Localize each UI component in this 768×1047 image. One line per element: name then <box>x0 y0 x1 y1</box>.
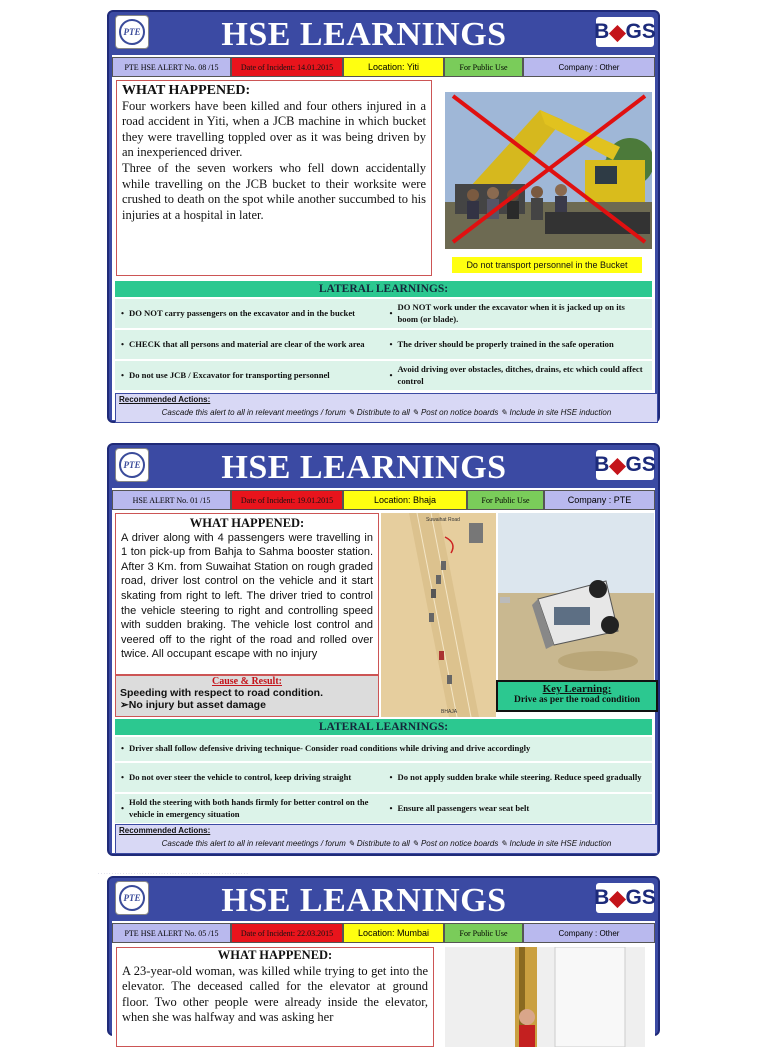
alert-header <box>109 878 658 920</box>
incident-date: Date of Incident: 22.03.2015 <box>231 923 343 943</box>
cause-result-box <box>115 675 379 717</box>
drop-icon: ◆ <box>609 886 626 910</box>
rollover-photo <box>498 513 654 683</box>
what-happened-title: WHAT HAPPENED: <box>217 948 333 962</box>
what-happened-text: Four workers have been killed and four others injured in a road accident in Yiti, when a JCB machine in which bucket they were travelling toppled over as it was being driven by an inexperienced driver. <box>122 98 426 160</box>
map-label-bottom: BHAJA <box>441 709 458 715</box>
header-title: HSE LEARNINGS <box>221 16 507 53</box>
cause-line: Speeding with respect to road condition. <box>120 687 324 699</box>
key-learning-title: Key Learning: <box>542 683 612 695</box>
pte-logo: PTE <box>115 881 149 915</box>
lateral-item: • Ensure all passengers wear seat belt <box>389 802 530 813</box>
lateral-row <box>115 328 652 359</box>
lateral-item: • Do not apply sudden brake while steering. Reduce speed gradually <box>389 771 642 782</box>
what-happened-title: WHAT HAPPENED: <box>189 516 305 530</box>
alert-header <box>109 12 658 54</box>
header-title: HSE LEARNINGS <box>221 882 507 919</box>
what-happened-text: A 23-year-old woman, was killed while trying to get into the elevator. The deceased called for the elevator at ground floor. Two other people were already inside the elevator, when she was halfway and was asking her <box>122 963 428 1025</box>
public-use-label: For Public Use <box>444 923 523 943</box>
lateral-row <box>115 297 652 328</box>
alert-body <box>112 921 655 1041</box>
lateral-item: • DO NOT work under the excavator when it is jacked up on its boom (or blade). <box>389 302 625 324</box>
excavator-illustration <box>445 92 652 249</box>
alert-body <box>112 55 655 420</box>
hse-alert-card-3 <box>107 876 660 1036</box>
alert-number: PTE HSE ALERT No. 05 /15 <box>112 923 231 943</box>
what-happened-box <box>115 513 379 675</box>
recommended-actions-text: Cascade this alert to all in relevant meetings / forum ✎ Distribute to all ✎ Post on notice boards ✎ Include in site HSE induction <box>161 408 612 417</box>
bgs-logo: B ◆ GS <box>596 883 654 913</box>
drop-icon: ◆ <box>609 453 626 477</box>
what-happened-text-2: Three of the seven workers who fell down accidentally while travelling on the JCB bucket to their worksite were crushed to death on the spot while another succumbed to his injuries at a hospital in later. <box>122 160 426 222</box>
lateral-item: • Do not use JCB / Excavator for transporting personnel <box>121 369 330 380</box>
lateral-item: • Hold the steering with both hands firmly for better control on the vehicle in emergency situation <box>121 797 369 819</box>
pte-logo: PTE <box>115 15 149 49</box>
lateral-item: • CHECK that all persons and material are clear of the work area <box>121 338 365 349</box>
incident-location: Location: Bhaja <box>343 490 467 510</box>
lateral-item: • Driver shall follow defensive driving technique- Consider road conditions while driving and drive accordingly <box>121 743 531 754</box>
lateral-item: • The driver should be properly trained in the safe operation <box>389 338 614 349</box>
public-use-label: For Public Use <box>467 490 544 510</box>
alert-body <box>112 488 655 853</box>
info-bar <box>112 923 655 943</box>
lateral-row <box>115 359 652 390</box>
incident-location: Location: Yiti <box>343 57 444 77</box>
alert-header <box>109 445 658 487</box>
what-happened-text: A driver along with 4 passengers were travelling in 1 ton pick-up from Bahja to Sahma booster station. After 3 Km. from Suwaihat Station on rough graded road, driver lost control on the vehicle and it start skating from right to left. The driver tried to control the vehicle steering to right and controlling speed with sudden braking. The vehicle lost control and veered off to the right of the road and rolled over twice. All occupant escape with no injury <box>121 531 373 661</box>
public-use-label: For Public Use <box>444 57 523 77</box>
alert-number: PTE HSE ALERT No. 08 /15 <box>112 57 231 77</box>
header-title: HSE LEARNINGS <box>221 449 507 486</box>
key-learning-text: Drive as per the road condition <box>513 695 641 705</box>
incident-date: Date of Incident: 19.01.2015 <box>231 490 343 510</box>
lateral-item: • DO NOT carry passengers on the excavator and in the bucket <box>121 307 355 318</box>
info-bar <box>112 57 655 77</box>
company-label: Company : Other <box>523 57 655 77</box>
elevator-illustration <box>445 947 645 1047</box>
what-happened-box <box>116 947 434 1047</box>
photo-caption: Do not transport personnel in the Bucket <box>452 257 642 273</box>
bgs-logo: B ◆ GS <box>596 17 654 47</box>
hse-alert-card-2 <box>107 443 660 856</box>
lateral-learnings-heading: LATERAL LEARNINGS: <box>115 719 652 735</box>
road-diagram-illustration <box>381 513 496 717</box>
result-line: ➢No injury but asset damage <box>120 699 266 711</box>
recommended-actions <box>115 824 658 854</box>
pte-logo: PTE <box>115 448 149 482</box>
lateral-row <box>115 761 652 792</box>
recommended-actions-text: Cascade this alert to all in relevant meetings / forum ✎ Distribute to all ✎ Post on notice boards ✎ Include in site HSE induction <box>161 839 612 848</box>
excavator-photo <box>445 92 652 249</box>
company-label: Company : PTE <box>544 490 655 510</box>
elevator-photo <box>445 947 645 1047</box>
company-label: Company : Other <box>523 923 655 943</box>
hse-alert-card-1 <box>107 10 660 423</box>
what-happened-box <box>116 80 432 276</box>
what-happened-title: WHAT HAPPENED: <box>122 83 251 98</box>
map-label-top: Suwaihat Road <box>426 517 460 523</box>
alert-number: HSE ALERT No. 01 /15 <box>112 490 231 510</box>
info-bar <box>112 490 655 510</box>
faint-separator-text: · · · · · · · · · · · · · · · · · · · · · · · · · · · · · · · · · · · · · · · · · · · · · · · · · · · · · · · <box>98 871 248 876</box>
recommended-actions-title: Recommended Actions: <box>119 395 211 404</box>
recommended-actions <box>115 393 658 423</box>
lateral-item: • Do not over steer the vehicle to control, keep driving straight <box>121 771 352 782</box>
lateral-learnings-heading: LATERAL LEARNINGS: <box>115 281 652 297</box>
accident-map-diagram <box>381 513 496 717</box>
incident-location: Location: Mumbai <box>343 923 444 943</box>
cause-result-title: Cause & Result: <box>212 676 282 687</box>
lateral-learnings-list <box>115 297 652 390</box>
key-learning-box <box>496 680 658 712</box>
lateral-item: • Avoid driving over obstacles, ditches, drains, etc which could affect control <box>389 364 643 386</box>
lateral-row <box>115 792 652 823</box>
incident-date: Date of Incident: 14.01.2015 <box>231 57 343 77</box>
bgs-logo: B ◆ GS <box>596 450 654 480</box>
overturned-vehicle-illustration <box>498 513 654 683</box>
lateral-learnings-list <box>115 735 652 823</box>
drop-icon: ◆ <box>609 20 626 44</box>
lateral-row <box>115 735 652 761</box>
recommended-actions-title: Recommended Actions: <box>119 826 211 835</box>
